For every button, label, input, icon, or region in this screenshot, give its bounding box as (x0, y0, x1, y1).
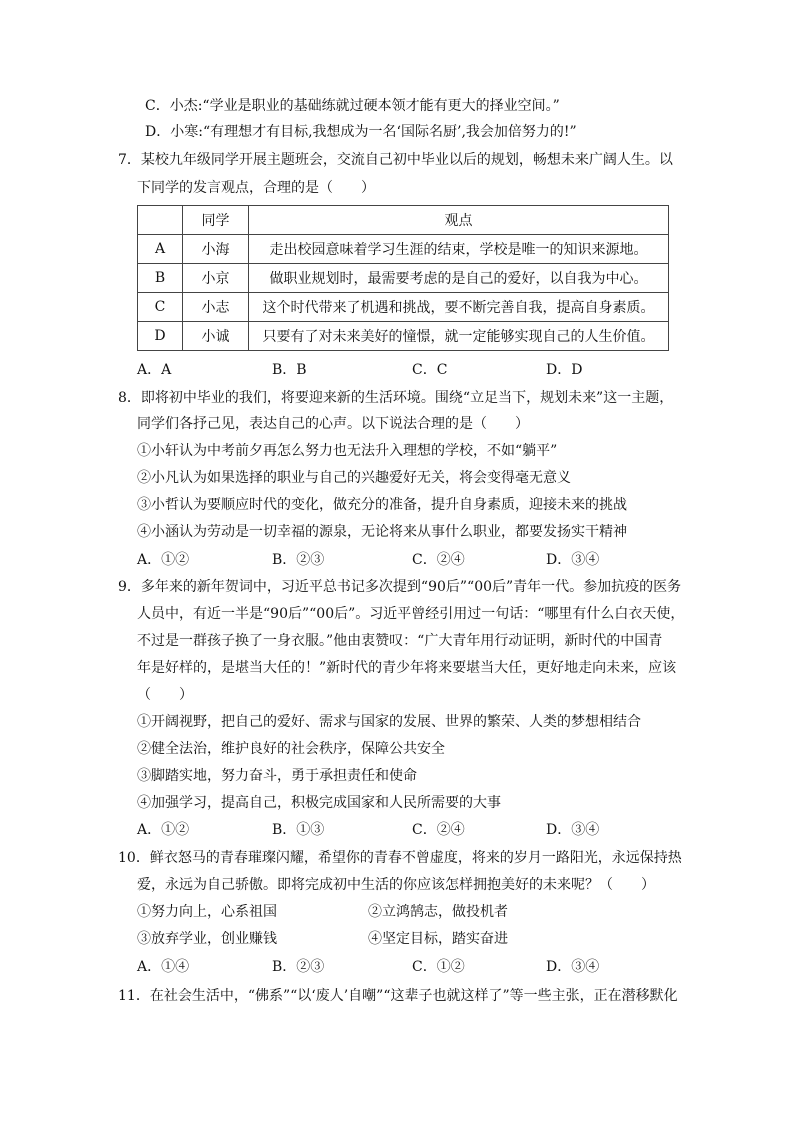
table-cell: 小志 (183, 293, 249, 322)
q9-stem-line5: （ ） (137, 687, 193, 703)
q7-option-a: A．A (137, 362, 172, 378)
table-cell: 做职业规划时，最需要考虑的是自己的爱好，以自我为中心。 (249, 264, 669, 293)
table-cell: 小诚 (183, 322, 249, 351)
q10-stem-line2: 爱，永远为自己骄傲。即将完成初中生活的你应该怎样拥抱美好的未来呢？（ ） (137, 877, 655, 893)
q11-stem-line1: 11．在社会生活中，“佛系”“以‘废人’自嘲”“这辈子也就这样了”等一些主张，正在潜移默化 (118, 988, 678, 1004)
q7-table (137, 205, 669, 351)
q7-option-c: C．C (412, 362, 448, 378)
q10-item-1: ①努力向上，心系祖国 (137, 904, 277, 920)
table-cell: 这个时代带来了机遇和挑战，要不断完善自我，提高自身素质。 (249, 293, 669, 322)
q10-item-4: ④坚定目标，踏实奋进 (368, 931, 508, 947)
q9-item-2: ②健全法治，维护良好的社会秩序，保障公共安全 (137, 741, 445, 757)
q9-option-d: D．③④ (546, 822, 600, 838)
table-row (138, 322, 669, 351)
q9-stem-line2: 人员中，有近一半是“90后”“00后”。习近平曾经引用过一句话：“哪里有什么白衣天使， (137, 606, 685, 622)
q9-stem-line1: 9．多年来的新年贺词中，习近平总书记多次提到“90后”“00后”青年一代。参加抗疫的医务 (118, 579, 682, 595)
q7-stem-line1: 7．某校九年级同学开展主题班会，交流自己初中毕业以后的规划，畅想未来广阔人生。以 (118, 152, 673, 168)
table-header-cell: 观点 (249, 206, 669, 235)
q9-item-3: ③脚踏实地，努力奋斗，勇于承担责任和使命 (137, 768, 417, 784)
table-cell: 小海 (183, 235, 249, 264)
q8-stem-line2: 同学们各抒己见，表达自己的心声。以下说法合理的是（ ） (137, 416, 529, 432)
q6-option-d: D．小寒:“有理想才有目标,我想成为一名‘国际名厨’,我会加倍努力的!” (145, 124, 577, 140)
q8-item-4: ④小涵认为劳动是一切幸福的源泉，无论将来从事什么职业，都要发扬实干精神 (137, 524, 627, 540)
q7-option-b: B．B (272, 362, 307, 378)
table-row (138, 293, 669, 322)
q8-option-c: C．②④ (412, 552, 465, 568)
table-header-cell (138, 206, 183, 235)
table-cell: A (138, 235, 183, 264)
q10-stem-line1: 10．鲜衣怒马的青春璀璨闪耀，希望你的青春不曾虚度，将来的岁月一路阳光，永远保持热 (118, 850, 682, 866)
q8-stem-line1: 8．即将初中毕业的我们，将要迎来新的生活环境。围绕“立足当下，规划未来”这一主题， (118, 390, 674, 406)
table-cell: D (138, 322, 183, 351)
table-row (138, 235, 669, 264)
q9-stem-line4: 年是好样的，是堪当大任的！”新时代的青少年将来要堪当大任，更好地走向未来，应该 (137, 660, 677, 676)
table-header-cell: 同学 (183, 206, 249, 235)
q9-option-c: C．②④ (412, 822, 465, 838)
q9-item-1: ①开阔视野，把自己的爱好、需求与国家的发展、世界的繁荣、人类的梦想相结合 (137, 714, 641, 730)
table-cell: C (138, 293, 183, 322)
q8-item-3: ③小哲认为要顺应时代的变化，做充分的准备，提升自身素质，迎接未来的挑战 (137, 497, 627, 513)
q6-option-c: C．小杰:“学业是职业的基础练就过硬本领才能有更大的择业空间。” (145, 98, 560, 114)
q10-option-c: C．①② (412, 959, 465, 975)
table-cell: 小京 (183, 264, 249, 293)
q8-option-d: D．③④ (546, 552, 600, 568)
table-cell: 只要有了对未来美好的憧憬，就一定能够实现自己的人生价值。 (249, 322, 669, 351)
q10-item-2: ②立鸿鹄志，做投机者 (368, 904, 508, 920)
q8-option-a: A．①② (137, 552, 190, 568)
table-cell: B (138, 264, 183, 293)
q8-item-1: ①小轩认为中考前夕再怎么努力也无法升入理想的学校，不如“躺平” (137, 443, 558, 459)
q10-option-d: D．③④ (546, 959, 600, 975)
q9-item-4: ④加强学习，提高自己，积极完成国家和人民所需要的大事 (137, 795, 501, 811)
table-header-row (138, 206, 669, 235)
q9-option-b: B．①③ (272, 822, 325, 838)
table-cell: 走出校园意味着学习生涯的结束，学校是唯一的知识来源地。 (249, 235, 669, 264)
q9-stem-line3: 不过是一群孩子换了一身衣服。”他由衷赞叹：“广大青年用行动证明，新时代的中国青 (137, 633, 663, 649)
q7-option-d: D．D (546, 362, 583, 378)
q8-option-b: B．②③ (272, 552, 325, 568)
q10-option-b: B．②③ (272, 959, 325, 975)
q10-option-a: A．①④ (137, 959, 190, 975)
q10-item-3: ③放弃学业，创业赚钱 (137, 931, 277, 947)
q9-option-a: A．①② (137, 822, 190, 838)
table-row (138, 264, 669, 293)
q7-stem-line2: 下同学的发言观点，合理的是（ ） (137, 180, 375, 196)
q8-item-2: ②小凡认为如果选择的职业与自己的兴趣爱好无关，将会变得毫无意义 (137, 470, 571, 486)
